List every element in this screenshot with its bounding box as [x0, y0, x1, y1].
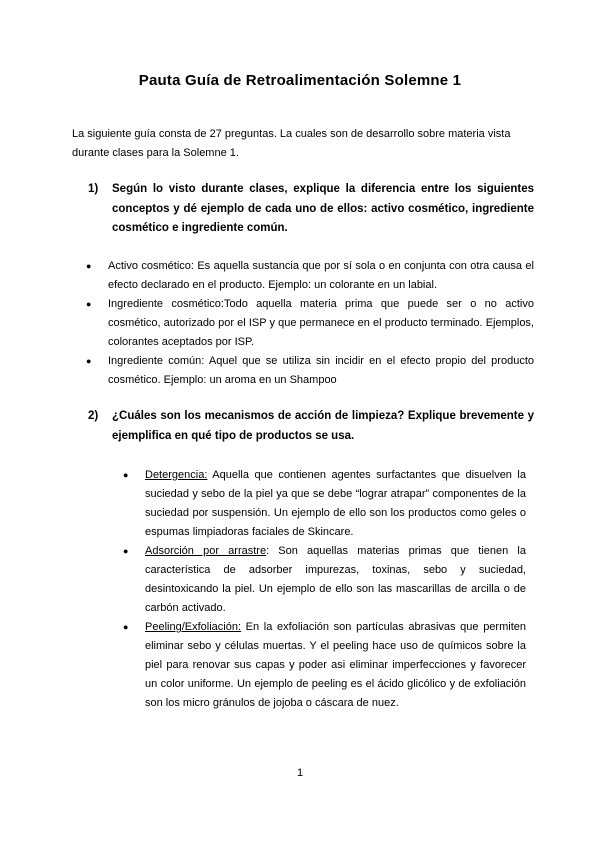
bullet-icon: ● [86, 356, 92, 366]
answer-term: Detergencia: [145, 469, 208, 481]
answer-term: Adsorción por arrastre [145, 545, 267, 557]
question-1-answer-list [72, 257, 534, 390]
bullet-icon: ● [123, 546, 129, 556]
question-1-text: Según lo visto durante clases, explique la diferencia entre los siguientes conceptos y dé ejemplo de cada uno de ellos: activo cosmético, ingrediente cosmético e ingrediente común. [112, 183, 534, 234]
bullet-icon: ● [123, 470, 129, 480]
list-item [72, 352, 534, 390]
answer-text: Ingrediente común: Aquel que se utiliza sin incidir en el efecto propio del producto cosmético. Ejemplo: un aroma en un Shampoo [108, 355, 534, 386]
question-1 [88, 180, 534, 239]
answer-text: Aquella que contienen agentes surfactantes que disuelven la suciedad y sebo de la piel ya que se debe “lograr atrapar” componentes de la suciedad por suspensión. Un ejemplo de ello son los productos como geles o espumas limpiadoras faciales de Skincare. [145, 469, 526, 538]
question-2-number: 2) [88, 410, 99, 422]
question-1-number: 1) [88, 183, 99, 195]
answer-text: : Son aquellas materias primas que tienen la característica de adsorber impurezas, toxinas, sebo y suciedad, desintoxicando la piel. Un ejemplo de ello son las mascarillas de arcilla o de carbón activado. [145, 545, 526, 614]
bullet-icon: ● [86, 299, 92, 309]
list-item [72, 295, 534, 352]
intro-paragraph: La siguiente guía consta de 27 preguntas. La cuales son de desarrollo sobre materia vista durante clases para la Solemne 1. [72, 128, 511, 159]
bullet-icon: ● [86, 261, 92, 271]
list-item [72, 257, 534, 295]
answer-text: Ingrediente cosmético:Todo aquella materia prima que puede ser o no activo cosmético, autorizado por el ISP y que permanece en el producto terminado. Ejemplos, colorantes aceptados por ISP. [108, 298, 534, 348]
answer-text: Activo cosmético: Es aquella sustancia que por sí sola o en conjunta con otra causa el efecto declarado en el producto. Ejemplo: un colorante en un labial. [108, 260, 534, 291]
question-2-answer-list [108, 466, 526, 713]
question-2-text: ¿Cuáles son los mecanismos de acción de limpieza? Explique brevemente y ejemplifica en qué tipo de productos se usa. [112, 410, 534, 442]
list-item [108, 542, 526, 618]
bullet-icon: ● [123, 622, 129, 632]
list-item [108, 466, 526, 542]
page-number: 1 [296, 767, 304, 779]
question-2 [88, 407, 534, 446]
answer-text: En la exfoliación son partículas abrasivas que permiten eliminar sebo y células muertas. Y el peeling hace uso de químicos sobre la piel para renovar sus capas y poder asi eliminar imperfecciones y favorecer un color uniforme. Un ejemplo de peeling es el ácido glicólico y de exfoliación son los micro gránulos de jojoba o cáscara de nuez. [145, 621, 526, 709]
list-item [108, 618, 526, 713]
answer-term: Peeling/Exfoliación: [145, 621, 242, 633]
page-title: Pauta Guía de Retroalimentación Solemne 1 [138, 72, 462, 89]
